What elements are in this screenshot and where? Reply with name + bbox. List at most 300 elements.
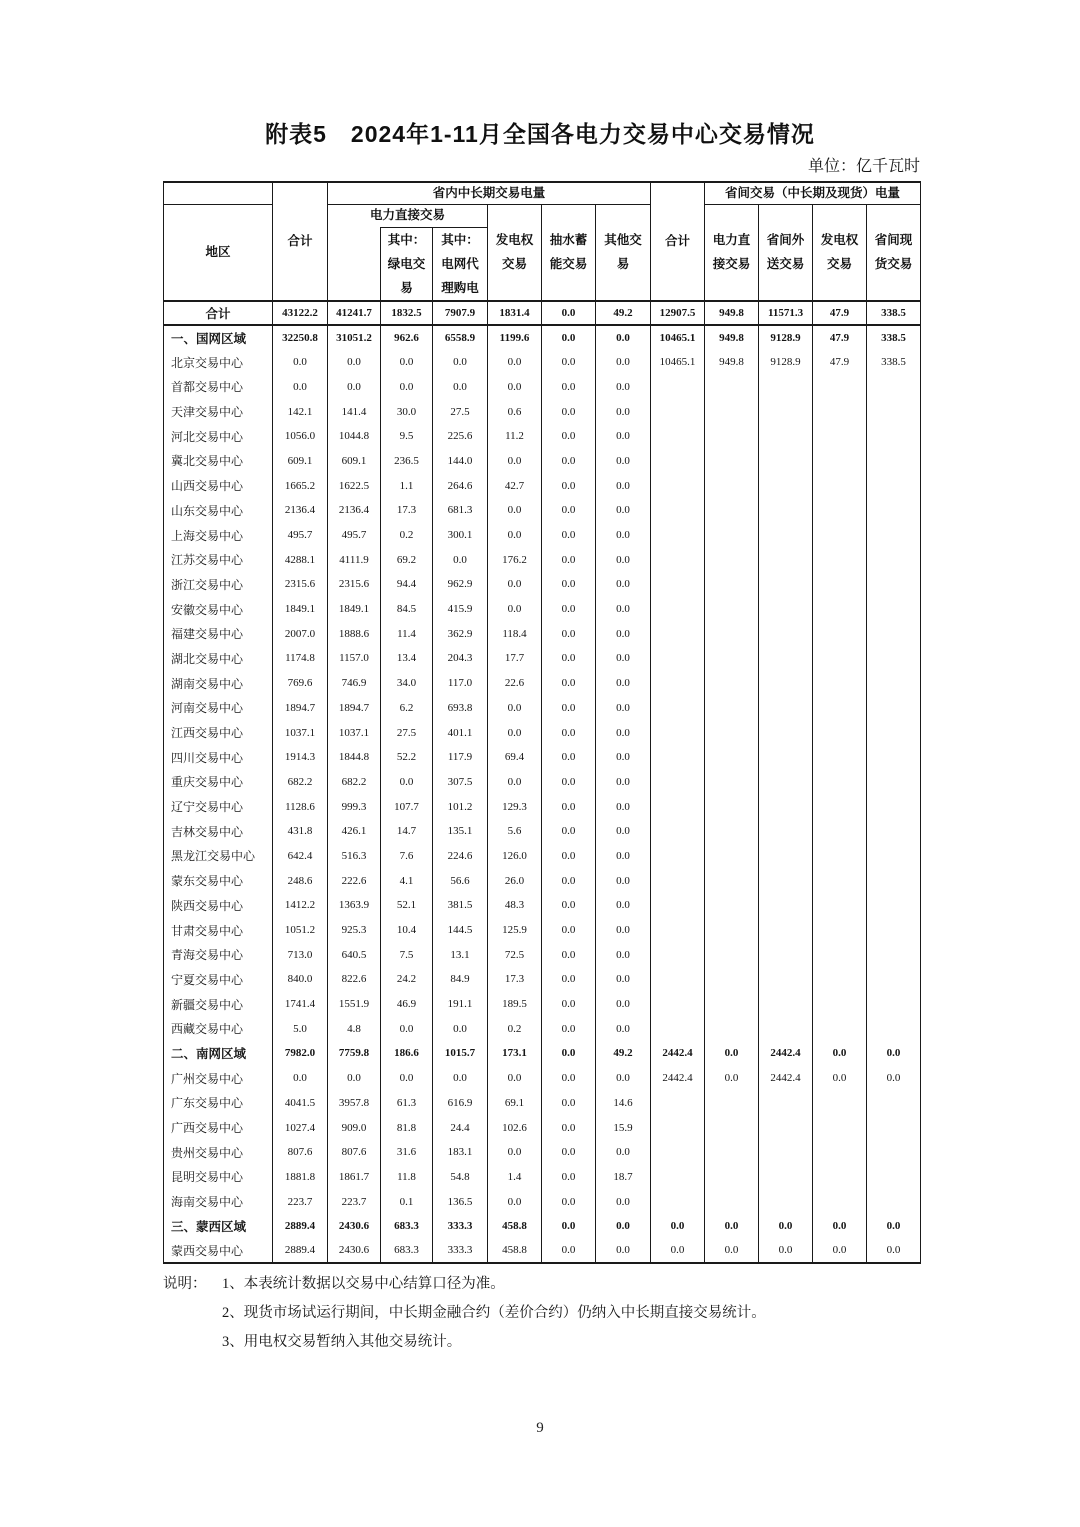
value-cell: 1849.1 — [328, 597, 381, 622]
value-cell — [759, 770, 813, 795]
value-cell: 0.0 — [488, 375, 542, 400]
region-cell: 江西交易中心 — [164, 720, 273, 745]
value-cell: 0.0 — [542, 1140, 596, 1165]
value-cell — [813, 844, 867, 869]
value-cell: 822.6 — [328, 967, 381, 992]
table-row — [164, 646, 921, 671]
value-cell: 1914.3 — [273, 745, 328, 770]
value-cell — [759, 621, 813, 646]
value-cell: 0.0 — [433, 350, 488, 375]
value-cell: 0.0 — [596, 399, 651, 424]
value-cell: 0.0 — [596, 646, 651, 671]
header-corner-cell — [164, 182, 273, 204]
value-cell — [813, 794, 867, 819]
value-cell: 2430.6 — [328, 1239, 381, 1264]
value-cell: 0.0 — [596, 671, 651, 696]
value-cell — [651, 449, 705, 474]
value-cell: 69.4 — [488, 745, 542, 770]
value-cell: 0.1 — [381, 1189, 433, 1214]
value-cell: 0.0 — [813, 1214, 867, 1239]
value-cell — [813, 967, 867, 992]
value-cell: 0.0 — [867, 1239, 921, 1264]
value-cell — [759, 449, 813, 474]
value-cell: 949.8 — [705, 325, 759, 350]
value-cell: 300.1 — [433, 523, 488, 548]
value-cell: 84.5 — [381, 597, 433, 622]
value-cell — [867, 696, 921, 721]
value-cell: 0.0 — [596, 844, 651, 869]
value-cell: 17.3 — [381, 498, 433, 523]
value-cell: 15.9 — [596, 1115, 651, 1140]
value-cell: 1412.2 — [273, 893, 328, 918]
value-cell: 495.7 — [273, 523, 328, 548]
notes-items — [222, 1270, 963, 1357]
value-cell: 61.3 — [381, 1091, 433, 1116]
value-cell — [705, 547, 759, 572]
value-cell — [759, 1016, 813, 1041]
value-cell: 0.0 — [328, 350, 381, 375]
value-cell: 126.0 — [488, 844, 542, 869]
value-cell: 362.9 — [433, 621, 488, 646]
value-cell — [759, 547, 813, 572]
value-cell — [813, 696, 867, 721]
value-cell — [759, 696, 813, 721]
value-cell: 0.0 — [596, 1239, 651, 1264]
value-cell — [867, 547, 921, 572]
region-cell: 北京交易中心 — [164, 350, 273, 375]
value-cell: 1.4 — [488, 1165, 542, 1190]
value-cell: 0.0 — [542, 893, 596, 918]
value-cell: 0.0 — [542, 1041, 596, 1066]
value-cell — [867, 819, 921, 844]
value-cell: 0.0 — [273, 375, 328, 400]
value-cell — [867, 893, 921, 918]
value-cell — [705, 572, 759, 597]
value-cell: 0.0 — [596, 696, 651, 721]
value-cell: 0.0 — [596, 325, 651, 350]
value-cell: 0.0 — [542, 942, 596, 967]
region-cell: 黑龙江交易中心 — [164, 844, 273, 869]
value-cell: 0.0 — [433, 1066, 488, 1091]
value-cell: 26.0 — [488, 868, 542, 893]
value-cell: 0.0 — [542, 1165, 596, 1190]
value-cell: 338.5 — [867, 325, 921, 350]
value-cell: 22.6 — [488, 671, 542, 696]
value-cell — [759, 918, 813, 943]
value-cell: 949.8 — [705, 350, 759, 375]
value-cell — [705, 844, 759, 869]
header-inter-outbound: 省间外送交易 — [759, 204, 813, 301]
value-cell — [705, 720, 759, 745]
value-cell: 7.5 — [381, 942, 433, 967]
value-cell: 81.8 — [381, 1115, 433, 1140]
value-cell — [759, 992, 813, 1017]
region-cell: 甘肃交易中心 — [164, 918, 273, 943]
value-cell — [813, 424, 867, 449]
value-cell: 1051.2 — [273, 918, 328, 943]
value-cell — [705, 399, 759, 424]
value-cell: 0.0 — [542, 1214, 596, 1239]
value-cell: 10465.1 — [651, 350, 705, 375]
value-cell: 0.0 — [542, 844, 596, 869]
value-cell — [867, 424, 921, 449]
value-cell — [759, 1115, 813, 1140]
value-cell — [651, 942, 705, 967]
value-cell: 0.0 — [488, 1189, 542, 1214]
region-cell: 贵州交易中心 — [164, 1140, 273, 1165]
value-cell: 186.6 — [381, 1041, 433, 1066]
value-cell: 27.5 — [381, 720, 433, 745]
value-cell — [705, 375, 759, 400]
table-row — [164, 523, 921, 548]
value-cell: 144.0 — [433, 449, 488, 474]
table-row — [164, 325, 921, 350]
region-cell: 江苏交易中心 — [164, 547, 273, 572]
value-cell — [759, 819, 813, 844]
value-cell — [705, 893, 759, 918]
value-cell — [813, 770, 867, 795]
value-cell: 0.0 — [542, 992, 596, 1017]
header-region: 地区 — [164, 204, 273, 301]
table-row — [164, 449, 921, 474]
value-cell: 0.0 — [759, 1214, 813, 1239]
region-cell: 二、南网区域 — [164, 1041, 273, 1066]
value-cell — [867, 1189, 921, 1214]
header-pumped-storage: 抽水蓄能交易 — [542, 204, 596, 301]
value-cell: 13.1 — [433, 942, 488, 967]
value-cell: 10.4 — [381, 918, 433, 943]
value-cell: 0.0 — [381, 1016, 433, 1041]
value-cell — [705, 523, 759, 548]
value-cell — [867, 1016, 921, 1041]
value-cell: 43122.2 — [273, 301, 328, 326]
value-cell: 0.0 — [651, 1214, 705, 1239]
value-cell: 458.8 — [488, 1239, 542, 1264]
value-cell: 0.0 — [542, 1091, 596, 1116]
header-green-trade: 其中：绿电交易 — [381, 227, 433, 301]
region-cell: 湖北交易中心 — [164, 646, 273, 671]
value-cell: 4111.9 — [328, 547, 381, 572]
value-cell: 0.0 — [488, 696, 542, 721]
value-cell: 2442.4 — [759, 1066, 813, 1091]
value-cell: 0.0 — [596, 350, 651, 375]
region-cell: 广西交易中心 — [164, 1115, 273, 1140]
value-cell: 307.5 — [433, 770, 488, 795]
table-row — [164, 794, 921, 819]
value-cell: 426.1 — [328, 819, 381, 844]
value-cell: 72.5 — [488, 942, 542, 967]
value-cell — [813, 918, 867, 943]
value-cell: 0.0 — [542, 597, 596, 622]
value-cell: 0.0 — [542, 1016, 596, 1041]
region-cell: 吉林交易中心 — [164, 819, 273, 844]
value-cell: 840.0 — [273, 967, 328, 992]
value-cell: 0.0 — [433, 1016, 488, 1041]
value-cell — [759, 868, 813, 893]
value-cell — [867, 844, 921, 869]
value-cell: 1741.4 — [273, 992, 328, 1017]
value-cell — [705, 1016, 759, 1041]
value-cell — [651, 671, 705, 696]
value-cell: 0.0 — [596, 868, 651, 893]
value-cell: 1199.6 — [488, 325, 542, 350]
table-row — [164, 844, 921, 869]
region-cell: 冀北交易中心 — [164, 449, 273, 474]
region-cell: 蒙西交易中心 — [164, 1239, 273, 1264]
value-cell: 0.0 — [273, 1066, 328, 1091]
value-cell: 101.2 — [433, 794, 488, 819]
value-cell — [813, 868, 867, 893]
table-row — [164, 893, 921, 918]
region-cell: 上海交易中心 — [164, 523, 273, 548]
value-cell — [813, 572, 867, 597]
value-cell — [867, 597, 921, 622]
region-cell: 山西交易中心 — [164, 473, 273, 498]
value-cell: 94.4 — [381, 572, 433, 597]
value-cell — [705, 498, 759, 523]
value-cell: 0.0 — [596, 1066, 651, 1091]
value-cell: 9128.9 — [759, 325, 813, 350]
table-row — [164, 301, 921, 326]
value-cell: 0.0 — [542, 868, 596, 893]
header-intra-group: 省内中长期交易电量 — [328, 182, 651, 204]
value-cell — [759, 720, 813, 745]
value-cell — [867, 1165, 921, 1190]
value-cell: 909.0 — [328, 1115, 381, 1140]
value-cell — [759, 498, 813, 523]
value-cell — [759, 523, 813, 548]
table-row — [164, 621, 921, 646]
value-cell: 189.5 — [488, 992, 542, 1017]
value-cell: 2007.0 — [273, 621, 328, 646]
value-cell — [651, 1165, 705, 1190]
table-row — [164, 350, 921, 375]
value-cell: 0.0 — [705, 1239, 759, 1264]
table-row — [164, 597, 921, 622]
value-cell — [705, 449, 759, 474]
value-cell: 117.0 — [433, 671, 488, 696]
value-cell — [651, 498, 705, 523]
table-row — [164, 1140, 921, 1165]
region-cell: 青海交易中心 — [164, 942, 273, 967]
table-row — [164, 696, 921, 721]
trade-table — [163, 181, 921, 1264]
value-cell — [759, 794, 813, 819]
value-cell: 0.0 — [381, 375, 433, 400]
value-cell: 0.0 — [596, 992, 651, 1017]
value-cell: 129.3 — [488, 794, 542, 819]
value-cell — [759, 473, 813, 498]
value-cell: 18.7 — [596, 1165, 651, 1190]
value-cell: 191.1 — [433, 992, 488, 1017]
value-cell — [651, 794, 705, 819]
header-inter-spot: 省间现货交易 — [867, 204, 921, 301]
value-cell — [705, 794, 759, 819]
value-cell: 48.3 — [488, 893, 542, 918]
table-row — [164, 967, 921, 992]
value-cell: 1665.2 — [273, 473, 328, 498]
value-cell: 381.5 — [433, 893, 488, 918]
region-cell: 四川交易中心 — [164, 745, 273, 770]
table-row — [164, 671, 921, 696]
value-cell: 807.6 — [328, 1140, 381, 1165]
value-cell: 962.9 — [433, 572, 488, 597]
value-cell: 4041.5 — [273, 1091, 328, 1116]
value-cell: 0.0 — [596, 1189, 651, 1214]
table-row — [164, 918, 921, 943]
value-cell — [651, 1016, 705, 1041]
value-cell — [867, 918, 921, 943]
value-cell: 0.0 — [596, 819, 651, 844]
value-cell — [705, 473, 759, 498]
table-row — [164, 1091, 921, 1116]
value-cell — [651, 547, 705, 572]
value-cell — [813, 1016, 867, 1041]
value-cell: 0.0 — [759, 1239, 813, 1264]
value-cell — [651, 424, 705, 449]
value-cell: 0.0 — [867, 1066, 921, 1091]
value-cell: 1894.7 — [273, 696, 328, 721]
value-cell — [759, 967, 813, 992]
value-cell: 713.0 — [273, 942, 328, 967]
value-cell — [759, 399, 813, 424]
value-cell: 2136.4 — [328, 498, 381, 523]
value-cell: 0.0 — [596, 473, 651, 498]
value-cell: 401.1 — [433, 720, 488, 745]
value-cell — [867, 523, 921, 548]
value-cell: 0.0 — [542, 399, 596, 424]
value-cell — [759, 597, 813, 622]
value-cell — [813, 1189, 867, 1214]
note-item: 1、本表统计数据以交易中心结算口径为准。 — [222, 1276, 505, 1292]
value-cell: 0.0 — [488, 1066, 542, 1091]
value-cell: 17.7 — [488, 646, 542, 671]
value-cell: 49.2 — [596, 301, 651, 326]
value-cell: 0.0 — [596, 498, 651, 523]
value-cell — [813, 449, 867, 474]
value-cell: 683.3 — [381, 1214, 433, 1239]
value-cell: 24.2 — [381, 967, 433, 992]
value-cell: 1622.5 — [328, 473, 381, 498]
value-cell: 0.0 — [328, 375, 381, 400]
region-cell: 湖南交易中心 — [164, 671, 273, 696]
value-cell: 1551.9 — [328, 992, 381, 1017]
value-cell: 176.2 — [488, 547, 542, 572]
value-cell: 49.2 — [596, 1041, 651, 1066]
value-cell: 0.0 — [596, 1140, 651, 1165]
table-row — [164, 1016, 921, 1041]
value-cell — [651, 399, 705, 424]
value-cell: 999.3 — [328, 794, 381, 819]
value-cell — [705, 918, 759, 943]
value-cell: 52.2 — [381, 745, 433, 770]
table-row — [164, 1189, 921, 1214]
value-cell: 117.9 — [433, 745, 488, 770]
header-other-trade: 其他交易 — [596, 204, 651, 301]
value-cell: 204.3 — [433, 646, 488, 671]
value-cell: 7759.8 — [328, 1041, 381, 1066]
value-cell: 0.0 — [542, 547, 596, 572]
value-cell: 333.3 — [433, 1214, 488, 1239]
value-cell: 338.5 — [867, 301, 921, 326]
value-cell — [867, 745, 921, 770]
region-cell: 安徽交易中心 — [164, 597, 273, 622]
value-cell: 222.6 — [328, 868, 381, 893]
value-cell: 1831.4 — [488, 301, 542, 326]
value-cell — [813, 720, 867, 745]
value-cell: 3957.8 — [328, 1091, 381, 1116]
value-cell: 0.0 — [488, 770, 542, 795]
value-cell: 47.9 — [813, 350, 867, 375]
value-cell — [867, 720, 921, 745]
value-cell: 2136.4 — [273, 498, 328, 523]
value-cell: 0.2 — [381, 523, 433, 548]
value-cell: 173.1 — [488, 1041, 542, 1066]
value-cell: 0.0 — [596, 918, 651, 943]
value-cell: 0.0 — [813, 1041, 867, 1066]
value-cell — [813, 399, 867, 424]
value-cell: 0.0 — [596, 547, 651, 572]
value-cell: 0.0 — [596, 893, 651, 918]
value-cell — [705, 424, 759, 449]
value-cell — [651, 597, 705, 622]
value-cell: 225.6 — [433, 424, 488, 449]
value-cell: 5.0 — [273, 1016, 328, 1041]
value-cell: 183.1 — [433, 1140, 488, 1165]
value-cell — [867, 942, 921, 967]
value-cell: 616.9 — [433, 1091, 488, 1116]
value-cell: 0.0 — [596, 1016, 651, 1041]
value-cell: 0.0 — [542, 1115, 596, 1140]
table-row — [164, 547, 921, 572]
value-cell — [651, 1091, 705, 1116]
value-cell: 10465.1 — [651, 325, 705, 350]
region-cell: 西藏交易中心 — [164, 1016, 273, 1041]
value-cell: 682.2 — [328, 770, 381, 795]
region-cell: 陕西交易中心 — [164, 893, 273, 918]
value-cell — [705, 1115, 759, 1140]
value-cell — [813, 671, 867, 696]
value-cell — [867, 572, 921, 597]
table-row — [164, 1165, 921, 1190]
value-cell: 0.0 — [596, 523, 651, 548]
value-cell — [813, 819, 867, 844]
value-cell: 1056.0 — [273, 424, 328, 449]
value-cell — [867, 399, 921, 424]
value-cell: 0.0 — [705, 1214, 759, 1239]
value-cell — [705, 671, 759, 696]
value-cell: 0.0 — [542, 572, 596, 597]
value-cell: 0.0 — [542, 523, 596, 548]
table-row — [164, 720, 921, 745]
value-cell: 1037.1 — [273, 720, 328, 745]
value-cell: 0.0 — [488, 1140, 542, 1165]
value-cell: 0.0 — [488, 498, 542, 523]
value-cell — [813, 992, 867, 1017]
value-cell: 1888.6 — [328, 621, 381, 646]
table-row — [164, 399, 921, 424]
value-cell — [867, 1140, 921, 1165]
header-inter-direct: 电力直接交易 — [705, 204, 759, 301]
value-cell: 0.0 — [542, 720, 596, 745]
value-cell — [813, 1165, 867, 1190]
table-row — [164, 375, 921, 400]
value-cell: 693.8 — [433, 696, 488, 721]
value-cell: 12907.5 — [651, 301, 705, 326]
value-cell — [867, 967, 921, 992]
value-cell: 7907.9 — [433, 301, 488, 326]
header-gen-right: 发电权交易 — [488, 204, 542, 301]
